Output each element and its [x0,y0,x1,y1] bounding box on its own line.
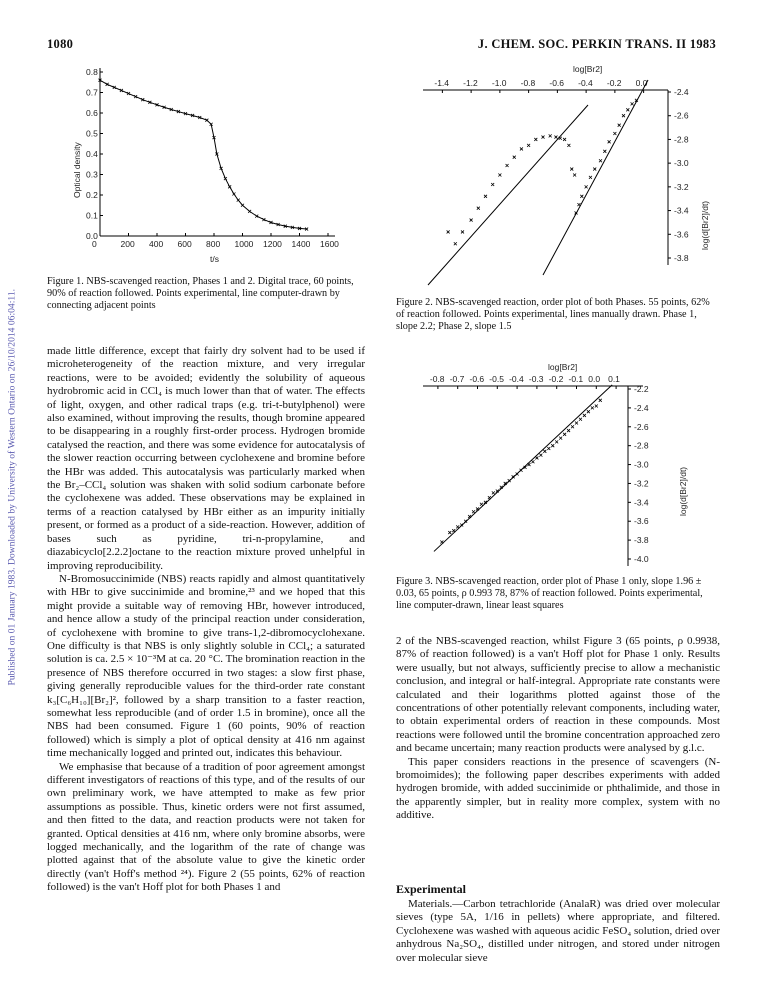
fig2-point [454,242,457,245]
fig2-point [613,132,616,135]
figure-1-caption: Figure 1. NBS-scavenged reaction, Phases 1 and 2. Digital trace, 60 points, 90% of reaction followed. Points experimental, line computer-drawn by connecting adjacent points [47,276,354,311]
figure-2-caption: Figure 2. NBS-scavenged reaction, order plot of both Phases. 55 points, 62% of reaction followed. Points experimental, lines manually drawn. Phase 1, slope 2.2; Phase 2, slope 1.5 [396,297,710,332]
fig2-x-tick-label: -1.2 [463,78,478,88]
fig2-point [599,159,602,162]
fig3-point [480,503,483,506]
fig1-x-tick-label: 400 [149,239,164,249]
fig2-point [567,144,570,147]
fig1-x-tick-label: 1000 [234,239,254,249]
fig2-y-tick-label: -3.8 [674,253,689,263]
fig2-point [520,147,523,150]
fig3-y-tick-label: -4.0 [634,554,649,564]
fig3-point [591,406,594,409]
fig2-x-tick-label: 0.0 [635,78,648,88]
fig2-point [593,168,596,171]
fig3-point [448,531,451,534]
fig2-x-tick-label: -1.4 [434,78,450,88]
left-column [47,345,365,895]
fig3-point [571,425,574,428]
fig2-point [573,174,576,177]
fig3-y-label: log(d[Br2]/dt) [678,466,688,516]
fig1-trace [100,80,307,229]
fig3-x-tick-label: -0.2 [548,374,564,384]
fig3-point [595,405,598,408]
fig2-point [549,134,552,137]
fig1-x-tick-label: 200 [120,239,135,249]
paragraph: We emphasise that because of a tradition of poor agreement amongst different investigators of reactions of this type, and of the results of our own preliminary work, we have attempted to make as few prior assumptions as possible. Thus, kinetic orders were not first assumed, and then fitted to the data, and reaction products were not taken for granted. Optical densities at 416 nm, where only bromine absorbs, were logged mechanically, and the logarithm of the rate of change was plotted against that of the absolute value to give the kinetic order directly (van't Hoff's method ²⁴). Figure 2 (55 points, 62% of reaction followed) is the van't Hoff plot for both Phases 1 and [47,760,365,894]
fig3-x-tick-label: 0.1 [608,374,620,384]
fig2-point [622,114,625,117]
fig2-phase2-line [543,80,648,275]
journal-header: J. CHEM. SOC. PERKIN TRANS. II 1983 [477,37,716,51]
paragraph: Materials.—Carbon tetrachloride (AnalaR) was dried over molecular sieves (type 5A, 1/16 in pellets) where appropriate, and filtered. Cyclohexene was washed with aqueous acidic FeSO₄ solution, dried over anhydrous Na₂SO₄, distilled under nitrogen, and stored under nitrogen over molecular sieve [396,898,720,964]
fig3-x-tick-label: -0.4 [509,374,524,384]
fig3-point [579,418,582,421]
page-number: 1080 [47,37,74,51]
fig2-y-tick-label: -2.6 [674,110,689,121]
fig3-y-tick-label: -2.4 [634,402,649,413]
fig1-y-tick-label: 0.0 [86,231,98,241]
fig3-point [567,429,570,432]
fig2-point [534,138,537,141]
fig2-y-tick-label: -2.8 [674,134,689,145]
fig2-point [498,174,501,177]
fig2-point [447,230,450,233]
fig1-y-tick-label: 0.5 [86,128,98,139]
figure-3-chart [408,356,728,576]
figure-2-chart [408,60,728,294]
fig3-point [535,456,538,459]
fig2-y-tick-label: -3.0 [674,158,689,169]
fig1-y-tick-label: 0.7 [86,87,98,98]
fig2-point [580,195,583,198]
fig2-point [461,230,464,233]
fig2-phase1-line [428,105,588,285]
fig2-point [506,164,509,167]
fig2-point [585,185,588,188]
fig1-x-label: t/s [210,254,219,264]
download-watermark: Published on 01 January 1983. Downloaded by University of Western Ontario on 26/10/2014 06:04:11. [6,288,18,686]
fig2-point [513,156,516,159]
fig2-point [608,140,611,143]
paragraph: 2 of the NBS-scavenged reaction, whilst Figure 3 (65 points, ρ 0.9938, 87% of reaction followed) is a van't Hoff plot for Phase 1 only. Results were usually, but not always, sufficiently precise to allow a mechanistic conclusion, and integral or half-integral. Appropriate rate constants were calculated and their logarithms plotted against those of the concentrations of other potentially relevant components, including water, to obtain experimental orders of reaction in these compounds. Most reactions were followed until the bromine concentration approached zero and became uncertain; many reaction products were analysed by g.l.c. [396,635,720,755]
fig1-x-tick-label: 600 [177,239,192,249]
fig3-y-tick-label: -2.8 [634,440,649,451]
fig3-fit-line [434,385,612,552]
paragraph: made little difference, except that fairly dry solvent had to be used if microheterogeneity of the reaction mixture, and very irregular reactions, were to be avoided; evidently the solubility of aqueous hydrobromic acid in CCl₄ is much lower than that of water. The effects of light, oxygen, and other radical traps (e.g. tri-t-butylphenol) were also examined, without improving the results, though bromine appeared to be disappearing in a roughly first-order process. Hydrogen bromide catalysed the reaction, and there was some evidence for autocatalysis of the slower reaction occurring between cyclohexene and bromine before the HBr was added. This autocatalysis was particularly marked when the Br₂–CCl₄ solution was shaken with solid sodium carbonate before the cyclohexene was added. These observations may be explained in terms of a reaction catalysed by HBr either as an impurity initially present, or formed as a product of a side-reaction. However, addition of bases such as pyridine, tri-n-propylamine, and diazabicyclo[2.2.2]octane to the reaction mixture proved unhelpful in improving reproducibility. [47,345,365,572]
figure-3-caption: Figure 3. NBS-scavenged reaction, order plot of Phase 1 only, slope 1.96 ± 0.03, 65 points, ρ 0.993 78, 87% of reaction followed. Points experimental, line computer-drawn, linear least squares [396,576,703,611]
fig3-point [587,410,590,413]
fig2-point [626,108,629,111]
fig1-x-tick-label: 1400 [291,239,311,249]
fig1-x-tick-label: 800 [206,239,221,249]
fig3-point [599,399,602,402]
fig3-point [583,414,586,417]
fig2-x-tick-label: -0.2 [606,78,622,88]
fig2-y-tick-label: -3.4 [674,205,689,216]
fig1-y-tick-label: 0.4 [86,149,98,159]
fig2-y-label: log(d[Br2]/dt) [700,200,710,250]
fig2-point [618,124,621,127]
fig3-point [555,440,558,443]
fig1-point [241,204,244,207]
fig3-point [551,444,554,447]
fig3-y-tick-label: -2.6 [634,421,649,432]
fig2-point [554,136,557,139]
fig3-point [531,460,534,463]
fig3-x-tick-label: 0.0 [588,374,601,384]
fig1-x-tick-label: 1200 [263,239,282,249]
fig3-x-tick-label: -0.5 [489,374,504,384]
fig3-x-tick-label: -0.7 [449,374,465,384]
fig2-point [570,168,573,171]
fig2-point [603,150,606,153]
fig1-point [237,199,240,202]
fig3-x-tick-label: -0.3 [528,374,544,384]
fig2-point [491,183,494,186]
fig2-x-tick-label: -1.0 [491,78,507,88]
fig2-y-tick-label: -3.2 [674,181,689,192]
fig2-x-tick-label: -0.8 [520,78,536,88]
fig2-point [477,207,480,210]
fig1-x-tick-label: 1600 [320,239,339,249]
experimental-text [396,898,720,965]
fig1-y-tick-label: 0.1 [86,210,98,221]
fig2-y-tick-label: -3.6 [674,229,689,240]
fig3-y-tick-label: -3.4 [634,497,649,508]
fig2-point [527,144,530,147]
fig3-y-tick-label: -3.8 [634,535,649,546]
fig3-point [547,447,550,450]
fig2-x-label: log[Br2] [573,64,603,74]
fig3-y-tick-label: -3.2 [634,478,649,489]
fig3-y-tick-label: -3.6 [634,516,649,527]
fig1-y-tick-label: 0.2 [86,190,98,200]
fig2-point [589,176,592,179]
fig1-y-tick-label: 0.3 [86,169,98,180]
fig2-point [563,138,566,141]
fig1-x-tick-label: 0 [92,239,97,249]
fig1-point [232,192,235,195]
fig3-point [559,437,562,440]
fig1-y-tick-label: 0.6 [86,108,98,118]
fig2-x-tick-label: -0.4 [578,78,593,88]
fig3-x-tick-label: -0.8 [429,374,445,384]
fig2-point [484,195,487,198]
fig2-point [470,219,473,222]
fig3-y-tick-label: -2.2 [634,384,649,394]
fig3-point [539,454,542,457]
figure-1-chart [70,58,370,268]
fig2-y-tick-label: -2.4 [674,87,689,97]
fig2-point [542,136,545,139]
fig1-point [248,210,251,213]
fig3-x-label: log[Br2] [548,362,578,372]
paragraph: This paper considers reactions in the presence of scavengers (N-bromoimides); the following paper describes experiments with added hydrogen bromide, with added succinimide or phthalimide, and those in the apparently simpler, but in reality more complex, system with no additive. [396,755,720,822]
fig3-point [563,433,566,436]
fig1-y-label: Optical density [72,142,82,198]
right-column [396,635,720,823]
fig3-x-tick-label: -0.1 [568,374,584,384]
fig3-y-tick-label: -3.0 [634,459,649,470]
fig2-x-tick-label: -0.6 [549,78,565,88]
fig3-x-tick-label: -0.6 [469,374,485,384]
fig3-point [575,422,578,425]
fig1-y-tick-label: 0.8 [86,67,98,77]
paragraph: N-Bromosuccinimide (NBS) reacts rapidly and almost quantitatively with HBr to give succinimide and bromine,²³ and we hoped that this might provide a suitable way of removing HBr, however introduced, and hence allow a study of the principal reaction under consideration, of cyclohexene with bromine to give trans-1,2-dibromocyclohexane. One difficulty is that NBS is only slightly soluble in CCl₄; a saturated solution is ca. 2.5 × 10⁻³M at ca. 20 °C. The bromination reaction in the presence of NBS therefore occurred in two stages: a slow first phase, giving generally reproducible values for the third-order rate constant k₃[C₆H₁₀][Br₂]², followed by a sharp transition to a faster reaction, somewhat less reproducible (and of order 1.5 in bromine), once all the NBS had been consumed. Figure 1 (60 points, 90% of reaction followed) which is simply a plot of optical density at 416 nm against time mechanically logged and printed out, indicates this behaviour. [47,572,365,760]
experimental-heading: Experimental [396,882,466,896]
fig3-point [543,450,546,453]
fig3-point [492,491,495,494]
fig2-point [631,102,634,105]
